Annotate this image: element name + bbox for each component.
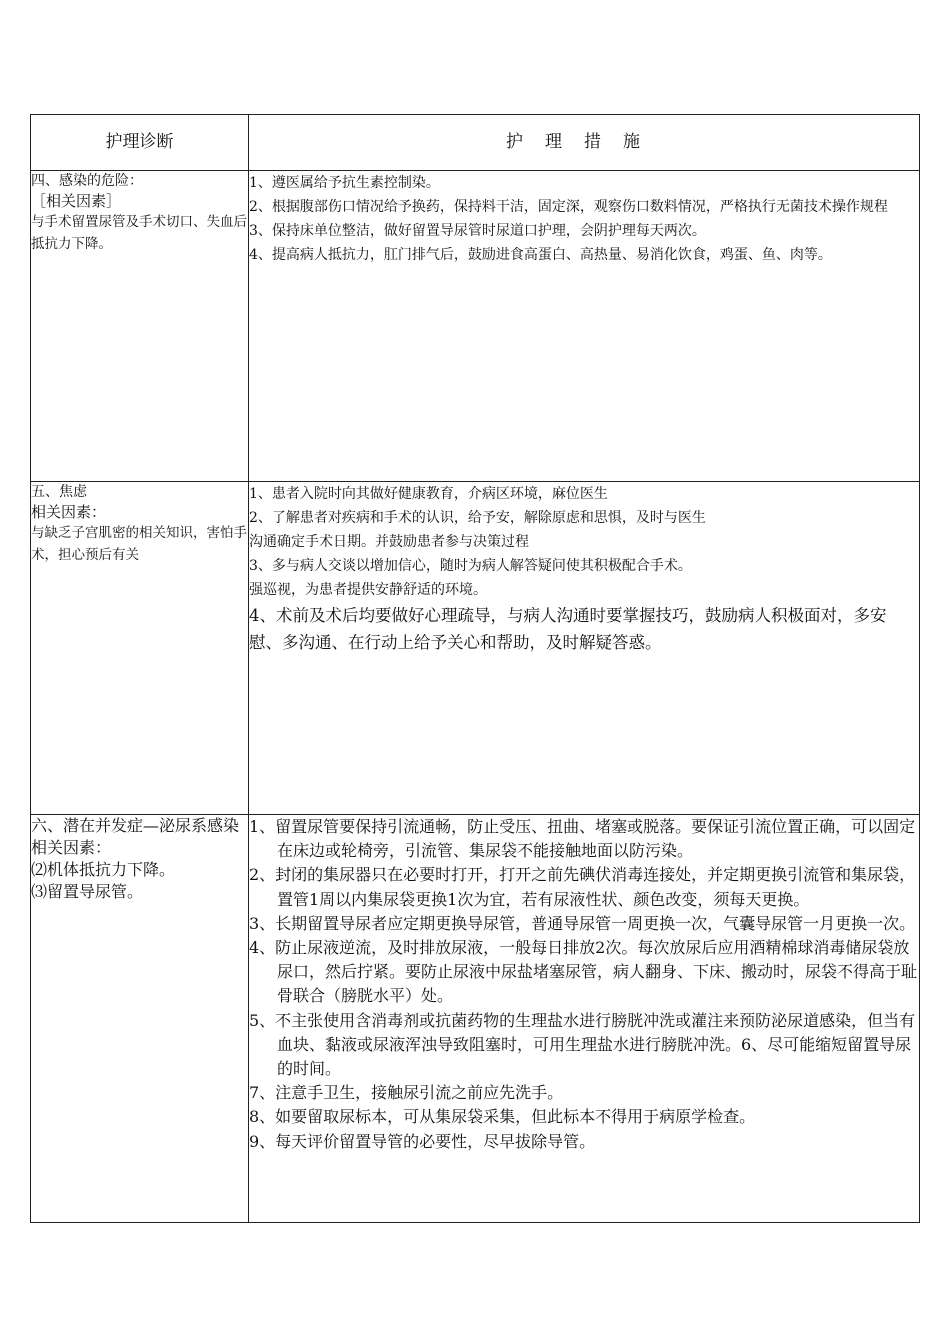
table-row-infection-risk [31, 171, 920, 482]
measure-item: 2、根据腹部伤口情况给予换药，保持料干洁，固定深，观察伤口数料情况，严格执行无菌技术操作规程 [249, 199, 888, 215]
measure-item: 4、术前及术后均要做好心理疏导，与病人沟通时要掌握技巧，鼓励病人积极面对，多安慰、多沟通、在行动上给予关心和帮助，及时解疑答惑。 [249, 606, 887, 652]
diagnosis-cell [31, 482, 249, 815]
measure-item: 3、保持床单位整洁，做好留置导尿管时尿道口护理，会阴护理每天两次。 [249, 223, 706, 239]
measure-item: 4、防止尿液逆流，及时排放尿液，一般每日排放2次。每次放尿后应用酒精棉球消毒储尿袋放尿口，然后拧紧。要防止尿液中尿盐堵塞尿管，病人翻身、下床、搬动时，尿袋不得高于耻骨联合（膀胱水平）处。 [249, 938, 918, 1006]
related-factors-label: ［相关因素］ [31, 192, 122, 210]
measures-cell [249, 171, 920, 482]
measure-item: 8、如要留取尿标本，可从集尿袋采集，但此标本不得用于病原学检查。 [249, 1107, 756, 1127]
measure-item: 沟通确定手术日期。并鼓励患者参与决策过程 [249, 534, 529, 550]
related-factors-label: 相关因素： [31, 838, 112, 857]
header-measures: 护理措施 [249, 115, 920, 171]
measure-item: 9、每天评价留置导管的必要性，尽早拔除导管。 [249, 1131, 596, 1151]
measure-item: 4、提高病人抵抗力，肛门排气后，鼓励进食高蛋白、高热量、易消化饮食，鸡蛋、鱼、肉等。 [249, 247, 832, 263]
header-diagnosis: 护理诊断 [31, 115, 249, 171]
measure-item: 1、患者入院时向其做好健康教育，介病区环境，麻位医生 [249, 486, 608, 502]
related-factors-label: 相关因素： [31, 503, 107, 521]
diagnosis-cell [31, 815, 249, 1223]
measure-item: 7、注意手卫生，接触尿引流之前应先洗手。 [249, 1083, 564, 1103]
table-row-uti-complication [31, 815, 920, 1223]
related-factor: 与缺乏子宫肌密的相关知识，害怕手术，担心预后有关 [31, 525, 247, 563]
nursing-care-table [30, 114, 920, 1223]
measure-item: 3、多与病人交谈以增加信心，随时为病人解答疑问使其积极配合手术。 [249, 558, 692, 574]
measures-cell [249, 482, 920, 815]
measure-item: 2、封闭的集尿器只在必要时打开，打开之前先碘伏消毒连接处，并定期更换引流管和集尿袋，置管1周以内集尿袋更换1次为宜，若有尿液性状、颜色改变，须每天更换。 [249, 865, 916, 909]
table-row-anxiety [31, 482, 920, 815]
related-factor: ⑵机体抵抗力下降。 [31, 860, 176, 879]
diagnosis-title: 五、焦虑 [31, 484, 87, 500]
related-factor: ⑶留置导尿管。 [31, 882, 144, 901]
table-header-row [31, 115, 920, 171]
measure-item: 1、遵医属给予抗生素控制染。 [249, 175, 440, 191]
diagnosis-cell [31, 171, 249, 482]
diagnosis-title: 六、潜在并发症—泌尿系感染 [31, 816, 240, 835]
measure-item: 3、长期留置导尿者应定期更换导尿管，普通导尿管一周更换一次，气囊导尿管一月更换一次。 [249, 913, 916, 933]
diagnosis-title: 四、感染的危险： [31, 173, 143, 189]
related-factor: 与手术留置尿管及手术切口、失血后抵抗力下降。 [31, 214, 247, 252]
measure-item: 1、留置尿管要保持引流通畅，防止受压、扭曲、堵塞或脱落。要保证引流位置正确，可以固定在床边或轮椅旁，引流管、集尿袋不能接触地面以防污染。 [249, 817, 916, 861]
measure-item: 5、不主张使用含消毒剂或抗菌药物的生理盐水进行膀胱冲洗或灌注来预防泌尿道感染，但当有血块、黏液或尿液浑浊导致阻塞时，可用生理盐水进行膀胱冲洗。6、尽可能缩短留置导尿的时间。 [249, 1010, 916, 1079]
measures-cell [249, 815, 920, 1223]
measure-item: 强巡视，为患者提供安静舒适的环境。 [249, 582, 487, 598]
measure-item: 2、了解患者对疾病和手术的认识，给予安，解除原虑和思惧，及时与医生 [249, 510, 706, 526]
